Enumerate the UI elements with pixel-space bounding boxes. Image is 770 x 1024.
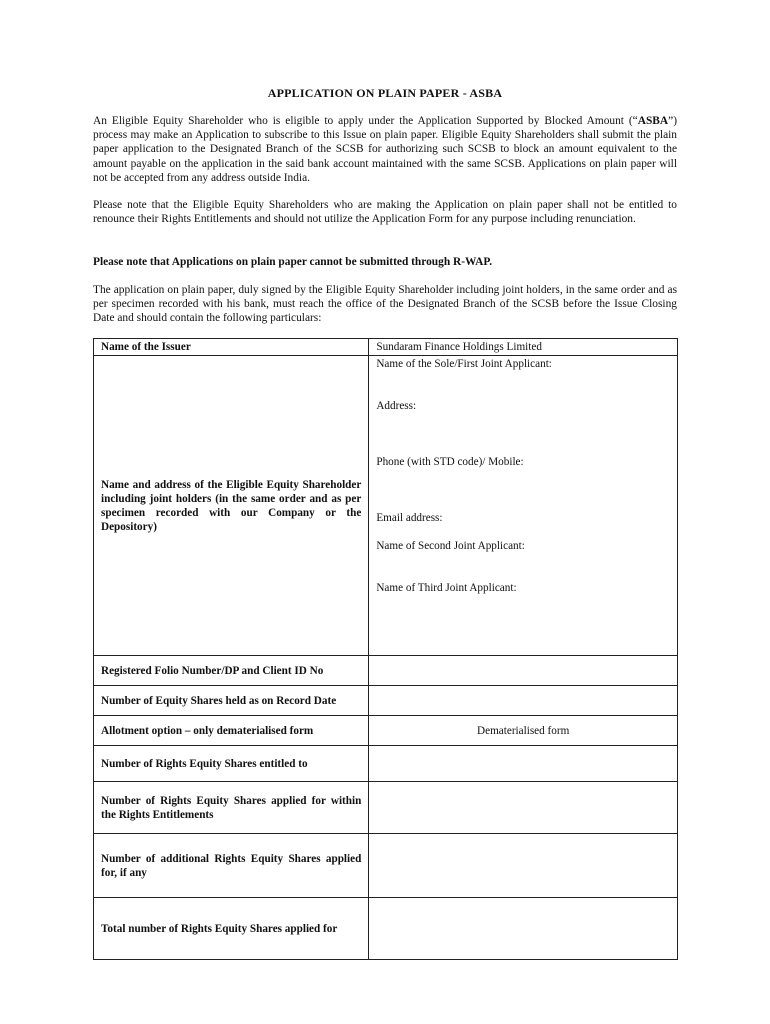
sole-applicant-field[interactable]: Name of the Sole/First Joint Applicant: <box>376 358 552 370</box>
table-row <box>94 339 678 356</box>
address-field[interactable]: Address: <box>376 400 417 412</box>
rights-entitled-label: Number of Rights Equity Shares entitled to <box>94 746 369 782</box>
second-applicant-field[interactable]: Name of Second Joint Applicant: <box>376 540 525 552</box>
table-row <box>94 686 678 716</box>
rwap-note: Please note that Applications on plain paper cannot be submitted through R-WAP. <box>93 256 493 268</box>
folio-label: Registered Folio Number/DP and Client ID No <box>94 656 369 686</box>
allotment-label: Allotment option – only dematerialised form <box>94 716 369 746</box>
table-row <box>94 834 678 898</box>
total-shares-label: Total number of Rights Equity Shares applied for <box>94 898 369 960</box>
asba-term: ASBA <box>637 115 669 127</box>
phone-field[interactable]: Phone (with STD code)/ Mobile: <box>376 456 524 468</box>
intro-text-end: ”) process may make an Application to subscribe to this Issue on plain paper. Eligible Equity Shareholders shall submit the plain paper application to the Designated Branch of the SCSB for authorizing such SCSB to block an amount equivalent to the amount payable on the application in the said bank account maintained with the same SCSB. Applications on plain paper will not be accepted from any address outside India. <box>93 115 677 184</box>
table-row <box>94 656 678 686</box>
table-row <box>94 716 678 746</box>
document-title: APPLICATION ON PLAIN PAPER - ASBA <box>267 86 503 100</box>
issuer-label: Name of the Issuer <box>94 339 369 356</box>
applicant-details-cell[interactable] <box>369 356 678 656</box>
intro-paragraph <box>93 114 677 185</box>
shares-held-label: Number of Equity Shares held as on Record Date <box>94 686 369 716</box>
additional-shares-label: Number of additional Rights Equity Shares applied for, if any <box>94 834 369 898</box>
issuer-value: Sundaram Finance Holdings Limited <box>369 339 678 356</box>
renunciation-note: Please note that the Eligible Equity Shareholders who are making the Application on plain paper shall not be entitled to renounce their Rights Entitlements and should not utilize the Application Form for any purpose including renunciation. <box>93 199 677 226</box>
intro-text-start: An Eligible Equity Shareholder who is eligible to apply under the Application Supported by Blocked Amount (“ <box>93 115 638 127</box>
shares-held-field[interactable] <box>369 686 678 716</box>
third-applicant-field[interactable]: Name of Third Joint Applicant: <box>376 582 517 594</box>
additional-shares-field[interactable] <box>369 834 678 898</box>
table-row <box>94 898 678 960</box>
table-row <box>94 746 678 782</box>
allotment-value: Dematerialised form <box>369 716 678 746</box>
rights-applied-field[interactable] <box>369 782 678 834</box>
particulars-intro: The application on plain paper, duly signed by the Eligible Equity Shareholder including joint holders, in the same order and as per specimen recorded with his bank, must reach the office of the Designated Branch of the SCSB before the Issue Closing Date and should contain the following particulars: <box>93 284 677 325</box>
total-shares-field[interactable] <box>369 898 678 960</box>
rights-entitled-field[interactable] <box>369 746 678 782</box>
table-row <box>94 782 678 834</box>
particulars-table <box>93 338 678 960</box>
rights-applied-label: Number of Rights Equity Shares applied for within the Rights Entitlements <box>94 782 369 834</box>
name-address-label: Name and address of the Eligible Equity Shareholder including joint holders (in the same order and as per specimen recorded with our Company or the Depository) <box>94 356 369 656</box>
table-row <box>94 356 678 656</box>
folio-value-field[interactable] <box>369 656 678 686</box>
email-field[interactable]: Email address: <box>376 512 443 524</box>
